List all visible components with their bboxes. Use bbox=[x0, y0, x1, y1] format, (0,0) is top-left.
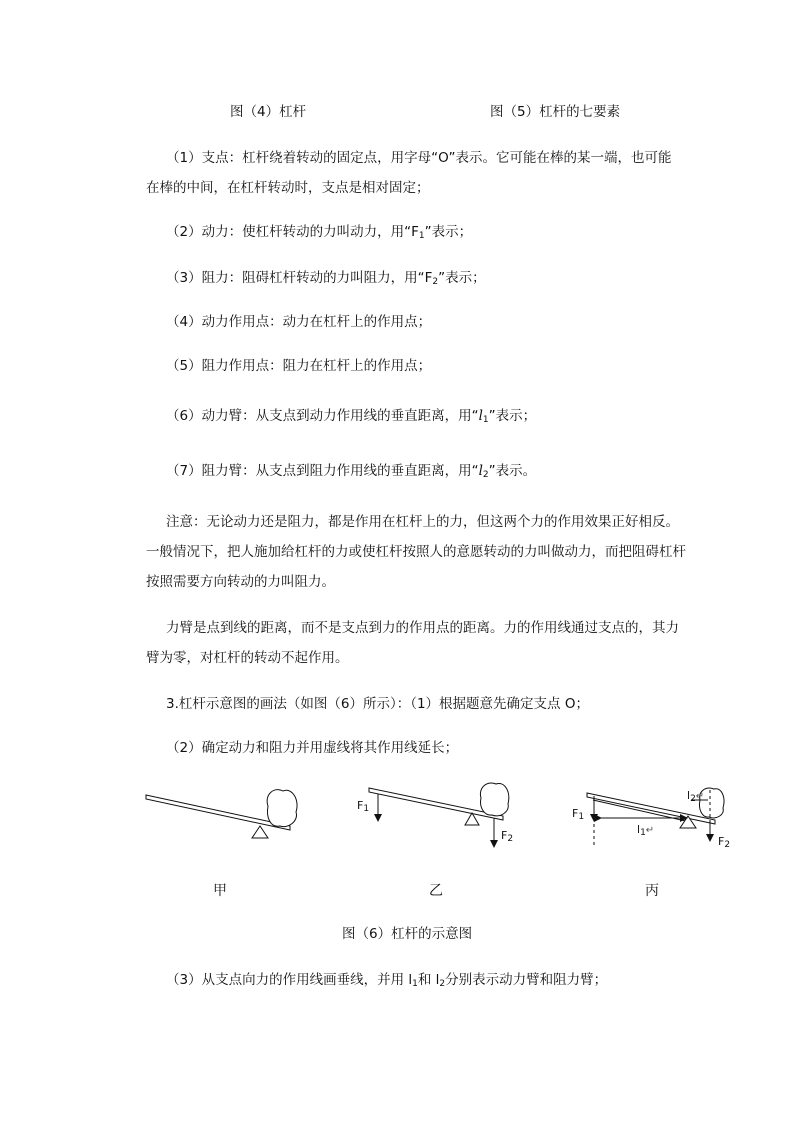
note-line1: 注意：无论动力还是阻力，都是作用在杠杆上的力，但这两个力的作用效果正好相反。 bbox=[166, 514, 679, 530]
resistance-arm-text: （7）阻力臂：从支点到阻力作用线的垂直距离，用“ bbox=[166, 463, 479, 479]
rock-yi bbox=[480, 783, 508, 816]
lever-jia bbox=[146, 790, 297, 838]
resistance-arm-text-end: ”表示。 bbox=[488, 463, 537, 479]
f1-label-bing: $F_1$ bbox=[572, 807, 585, 822]
effort-text-end: ”表示； bbox=[424, 224, 473, 240]
element-resistance-point: （5）阻力作用点：阻力在杠杆上的作用点； bbox=[166, 358, 432, 374]
effort-subscript: 1 bbox=[418, 231, 425, 241]
fig-label-jia: 甲 bbox=[213, 883, 227, 899]
caption-fig4: 图（4）杠杆 bbox=[230, 104, 307, 120]
resistance-text-end: ”表示； bbox=[438, 270, 486, 286]
l2-label-bing: $l_2↵$ bbox=[687, 789, 705, 804]
fig-label-bing: 丙 bbox=[645, 883, 659, 899]
step-2: （2）确定动力和阻力并用虚线将其作用线延长； bbox=[166, 740, 459, 756]
l1-label-bing: $l_1↵$ bbox=[637, 823, 655, 838]
arm-note-line2: 臂为零，对杠杆的转动不起作用。 bbox=[146, 650, 349, 666]
rock-jia bbox=[267, 790, 297, 827]
f1-label-yi: $F_1$ bbox=[357, 799, 370, 814]
element-effort-point: （4）动力作用点：动力在杠杆上的作用点； bbox=[166, 314, 432, 330]
resistance-subscript: 2 bbox=[432, 277, 439, 287]
effort-arm-text-end: ”表示； bbox=[488, 408, 537, 424]
resistance-text: （3）阻力：阻碍杠杆转动的力叫阻力，用“F bbox=[166, 270, 433, 286]
note-line3: 按照需要方向转动的力叫阻力。 bbox=[146, 574, 335, 590]
note-line2: 一般情况下，把人施加给杠杆的力或使杠杆按照人的意愿转动的力叫做动力，而把阻碍杠杆 bbox=[146, 544, 686, 560]
arm-note-line1: 力臂是点到线的距离，而不是支点到力的作用点的距离。力的作用线通过支点的，其力 bbox=[166, 620, 679, 636]
fulcrum-jia bbox=[252, 826, 268, 838]
effort-arm-bing bbox=[593, 800, 690, 822]
lever-yi bbox=[369, 783, 509, 844]
caption-fig5: 图（5）杠杆的七要素 bbox=[490, 104, 621, 120]
f2-label-bing: $F_2$ bbox=[718, 835, 731, 850]
caption-fig6: 图（6）杠杆的示意图 bbox=[342, 926, 473, 942]
step-3b: （3）从支点向力的作用线画垂线，并用 $l_1$和 $l_2$分别表示动力臂和阻力臂； bbox=[166, 972, 608, 989]
step-3: 3.杠杆示意图的画法（如图（6）所示）：（1）根据题意先确定支点 O； bbox=[166, 696, 589, 712]
effort-arm-text: （6）动力臂：从支点到动力作用线的垂直距离，用“ bbox=[166, 408, 479, 424]
effort-arm-var: l bbox=[478, 408, 483, 424]
resistance-arm-subscript: 2 bbox=[482, 470, 489, 480]
effort-text: （2）动力：使杠杆转动的力叫动力，用“F bbox=[166, 224, 419, 240]
element-fulcrum-line2: 在棒的中间，在杠杆转动时，支点是相对固定； bbox=[146, 180, 430, 196]
f2-label-yi: $F_2$ bbox=[501, 829, 514, 844]
fig-label-yi: 乙 bbox=[429, 883, 443, 899]
effort-arm-subscript: 1 bbox=[482, 415, 489, 425]
resistance-arm-var: l bbox=[478, 463, 483, 479]
element-fulcrum-line1: （1）支点：杠杆绕着转动的固定点，用字母“O”表示。它可能在棒的某一端，也可能 bbox=[166, 150, 672, 166]
